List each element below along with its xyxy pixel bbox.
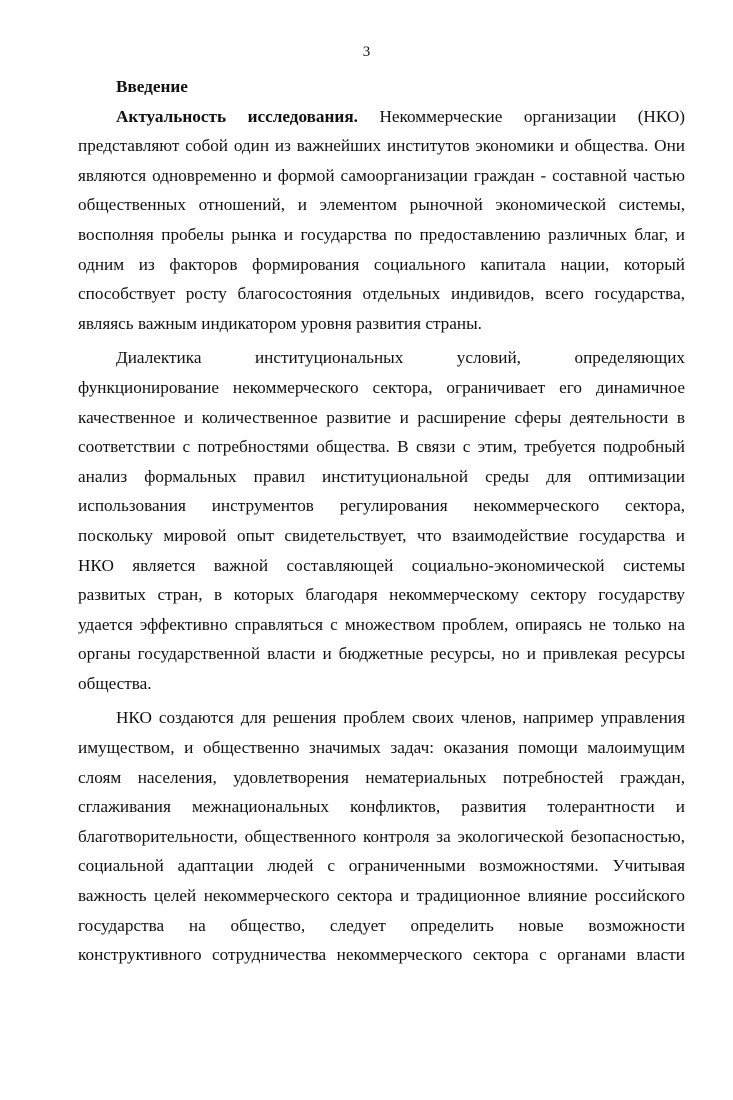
text-line: государства на общество, следует определить новые возможности: [78, 915, 685, 935]
text-line: представляют собой один из важнейших институтов экономики и общества. Они: [78, 136, 685, 156]
paragraph: [78, 343, 685, 698]
text-line: благотворительности, общественного контроля за экологической безопасностью,: [78, 826, 685, 846]
text-line: способствует росту благосостояния отдельных индивидов, всего государства,: [78, 284, 685, 304]
document-body: [78, 72, 685, 970]
text-line: НКО является важной составляющей социально-экономической системы: [78, 555, 685, 575]
text-line: соответствии с потребностями общества. В связи с этим, требуется подробный: [78, 437, 685, 457]
text-line: одним из факторов формирования социального капитала нации, который: [78, 254, 685, 274]
paragraphs: [78, 102, 685, 970]
text-line: сглаживания межнациональных конфликтов, развития толерантности и: [78, 797, 685, 817]
text-line: важность целей некоммерческого сектора и традиционное влияние российского: [78, 886, 685, 906]
text-line: Диалектика институциональных условий, определяющих: [116, 348, 685, 368]
text-line: НКО создаются для решения проблем своих членов, например управления: [116, 708, 685, 728]
text-line: качественное и количественное развитие и расширение сферы деятельности в: [78, 407, 685, 427]
text-line: являются одновременно и формой самоорганизации граждан - составной частью: [78, 165, 685, 185]
lead-in-bold: Актуальность исследования.: [116, 106, 358, 126]
text-line: общества.: [78, 673, 152, 693]
text-line: развитых стран, в которых благодаря некоммерческому сектору государству: [78, 585, 685, 605]
text-line: [78, 102, 685, 132]
text-line: конструктивного сотрудничества некоммерческого сектора с органами власти: [78, 945, 685, 965]
text-line: анализ формальных правил институциональной среды для оптимизации: [78, 466, 685, 486]
text-line: имуществом, и общественно значимых задач: оказания помощи малоимущим: [78, 738, 685, 758]
text-line: органы государственной власти и бюджетные ресурсы, но и привлекая ресурсы: [78, 644, 685, 664]
text-line: удается эффективно справляться с множеством проблем, опираясь не только на: [78, 614, 685, 634]
text-line: общественных отношений, и элементом рыночной экономической системы,: [78, 195, 685, 215]
text-line: являясь важным индикатором уровня развития страны.: [78, 313, 482, 333]
text-line: слоям населения, удовлетворения нематериальных потребностей граждан,: [78, 767, 685, 787]
line-text: Некоммерческие организации (НКО): [357, 106, 686, 126]
text-line: социальной адаптации людей с ограниченными возможностями. Учитывая: [78, 856, 685, 876]
paragraph: [78, 102, 685, 339]
text-line: поскольку мировой опыт свидетельствует, что взаимодействие государства и: [78, 525, 685, 545]
text-line: функционирование некоммерческого сектора, ограничивает его динамичное: [78, 377, 685, 397]
text-line: восполняя пробелы рынка и государства по предоставлению различных благ, и: [78, 224, 685, 244]
text-line: использования инструментов регулирования некоммерческого сектора,: [78, 496, 685, 516]
section-heading: Введение: [116, 77, 188, 96]
page-number: 3: [362, 44, 371, 60]
paragraph: [78, 703, 685, 969]
